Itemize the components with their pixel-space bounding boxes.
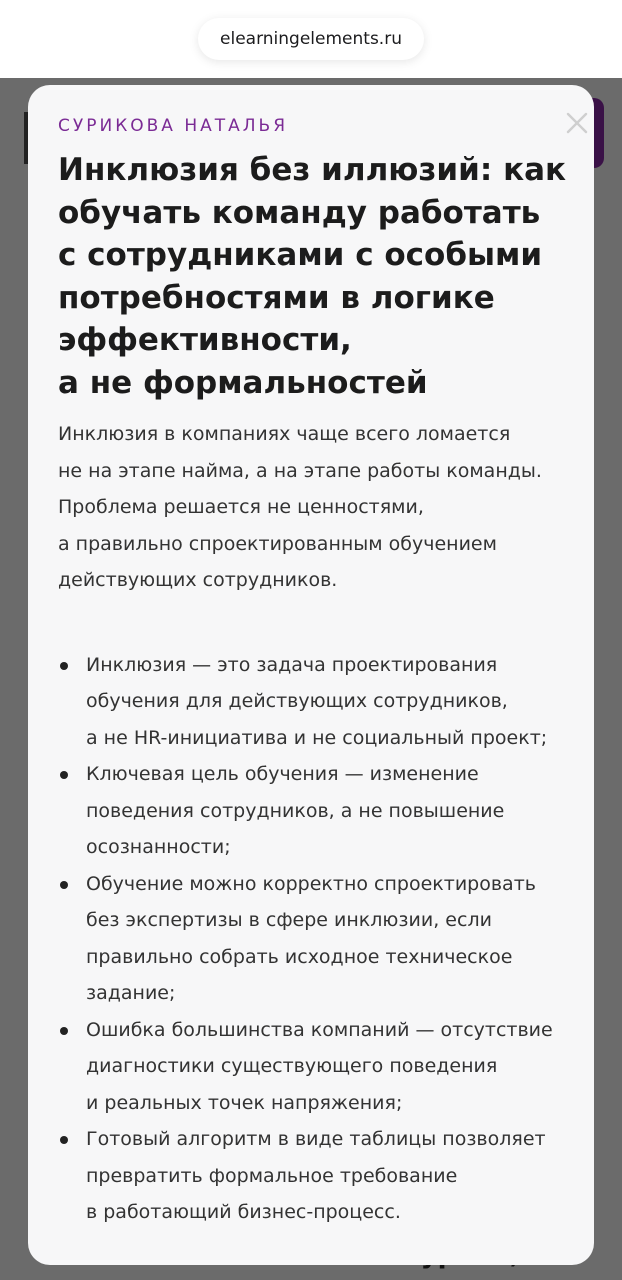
article-title: Инклюзия без иллюзий: как обучать команду работать с сотрудниками с особыми потребностями в логике эффективности, а не формальностей [58,152,567,401]
key-point-item: Ключевая цель обучения — изменение поведения сотрудников, а не повышение осознанности; [58,756,568,866]
key-point-item: Обучение можно корректно спроектировать без экспертизы в сфере инклюзии, если правильно собрать исходное техническое задание; [58,866,568,1012]
key-point-item: Инклюзия — это задача проектирования обучения для действующих сотрудников, а не HR-инициатива и не социальный проект; [58,647,568,757]
article-lead: Инклюзия в компаниях чаще всего ломается не на этапе найма, а на этапе работы команды. Проблема решается не ценностями, а правильно спроектированным обучением действующих сотрудников. [58,423,542,591]
close-icon[interactable] [562,108,592,138]
key-points-list [58,647,568,1231]
article-author: СУРИКОВА НАТАЛЬЯ [58,116,289,136]
address-bar-url: elearningelements.ru [220,29,402,49]
key-point-item: Ошибка большинства компаний — отсутствие диагностики существующего поведения и реальных точек напряжения; [58,1012,568,1122]
key-point-item: Готовый алгоритм в виде таблицы позволяет превратить формальное требование в работающий бизнес-процесс. [58,1121,568,1231]
address-bar[interactable] [198,18,424,60]
article-modal [28,85,594,1265]
browser-top-bar [0,0,622,78]
